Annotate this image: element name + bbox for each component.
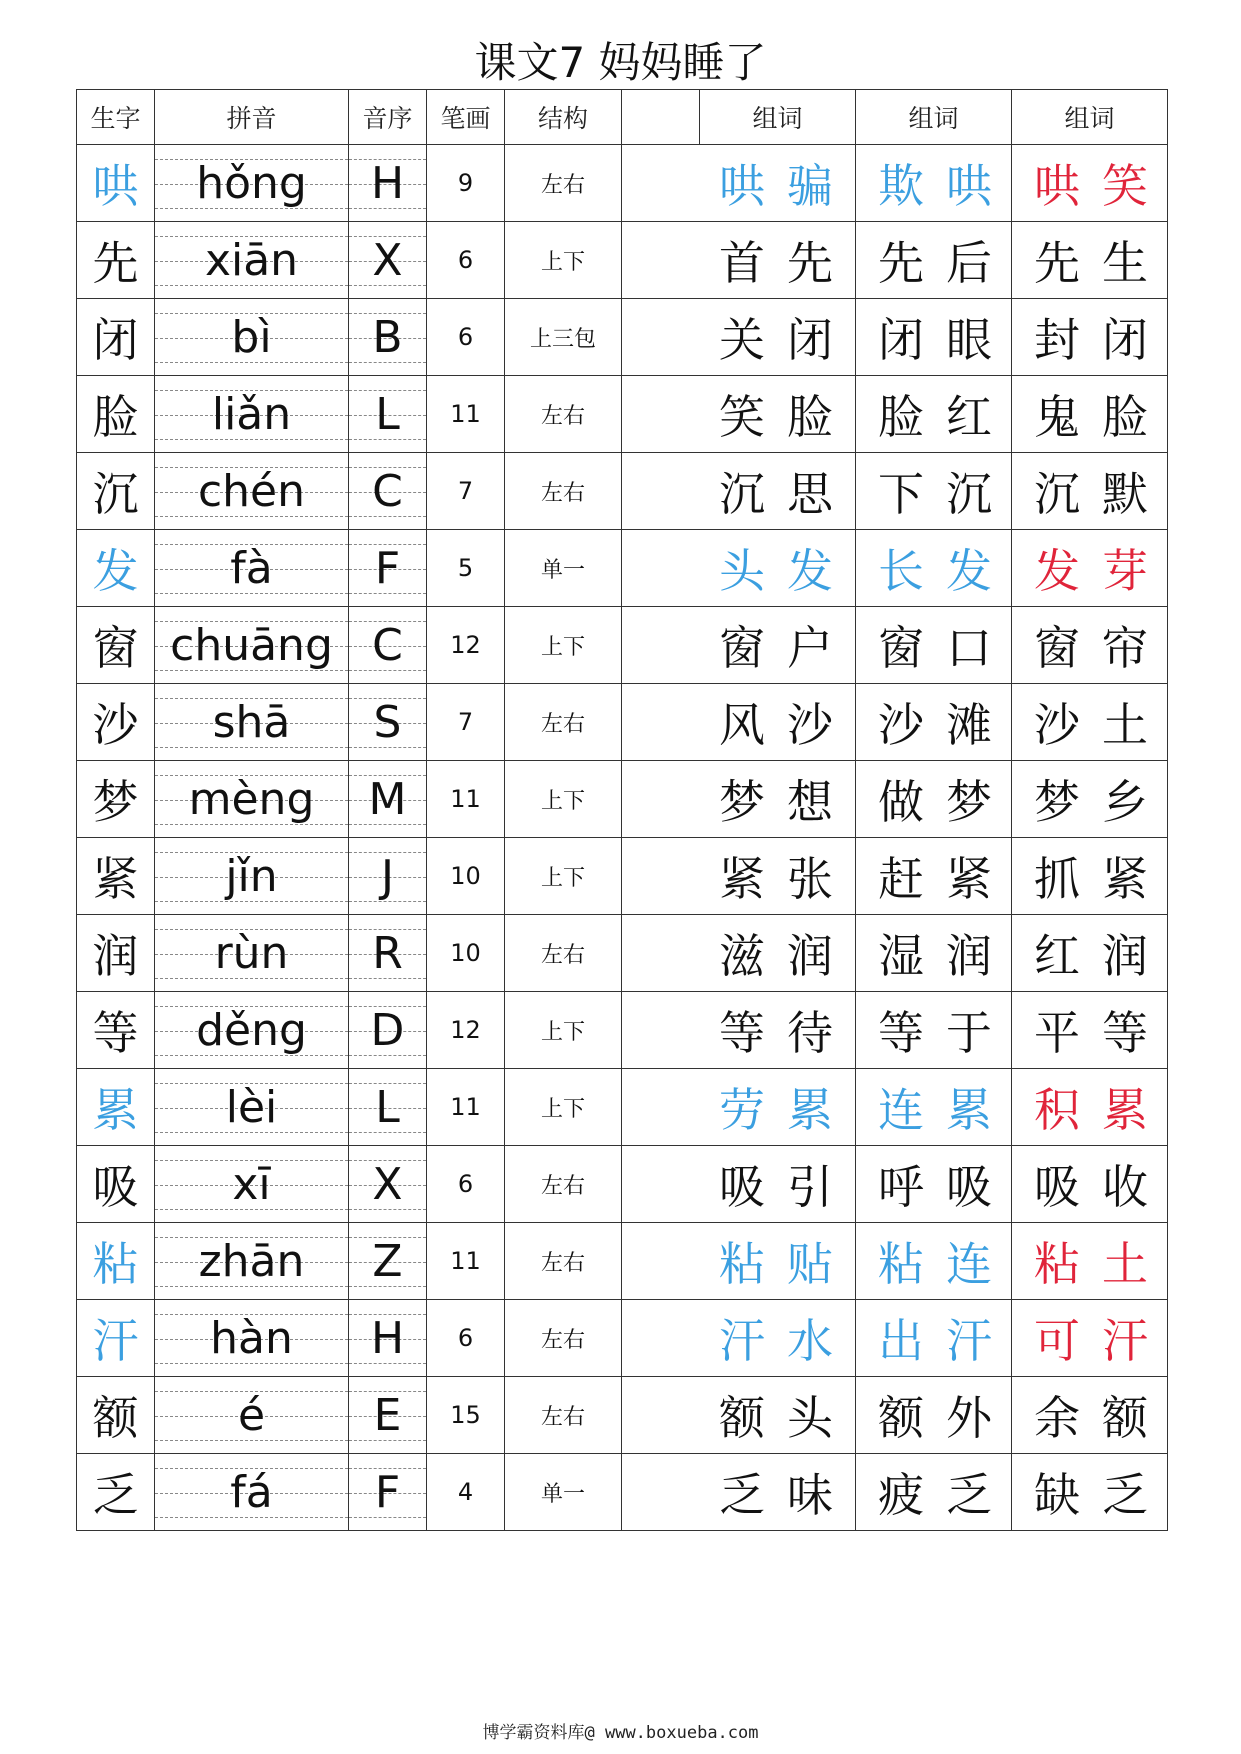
pinyin-cell (155, 299, 349, 376)
word-cell-3: 沙土 (1012, 684, 1168, 761)
character-cell: 等 (77, 992, 155, 1069)
table-row (77, 1069, 1168, 1146)
strokes-cell: 11 (427, 1069, 505, 1146)
word-cell-2: 出汗 (856, 1300, 1012, 1377)
header-pinyin: 拼音 (155, 90, 349, 145)
character-cell: 沙 (77, 684, 155, 761)
pinyin-cell (155, 761, 349, 838)
word-cell-2: 欺哄 (856, 145, 1012, 222)
letter-cell (349, 992, 427, 1069)
word-cell-1: 滋润 (622, 915, 856, 992)
header-structure: 结构 (505, 90, 622, 145)
table-row (77, 1223, 1168, 1300)
word-cell-1: 关闭 (622, 299, 856, 376)
letter-cell (349, 530, 427, 607)
letter-cell (349, 1223, 427, 1300)
structure-cell: 左右 (505, 684, 622, 761)
word-cell-1: 额头 (622, 1377, 856, 1454)
letter-text: D (370, 1004, 405, 1056)
character-cell: 吸 (77, 1146, 155, 1223)
structure-cell: 左右 (505, 376, 622, 453)
pinyin-cell (155, 684, 349, 761)
word-cell-2: 下沉 (856, 453, 1012, 530)
strokes-cell: 15 (427, 1377, 505, 1454)
pinyin-text: liǎn (211, 388, 292, 440)
letter-cell (349, 684, 427, 761)
word-cell-1: 乏味 (622, 1454, 856, 1531)
letter-cell (349, 1300, 427, 1377)
table-row (77, 915, 1168, 992)
header-words-1: 组词 (700, 90, 856, 145)
word-cell-2: 粘连 (856, 1223, 1012, 1300)
table-row (77, 1146, 1168, 1223)
letter-cell (349, 1069, 427, 1146)
word-cell-1: 汗水 (622, 1300, 856, 1377)
vocabulary-table (76, 89, 1168, 1531)
strokes-cell: 11 (427, 1223, 505, 1300)
word-cell-3: 抓紧 (1012, 838, 1168, 915)
structure-cell: 上下 (505, 1069, 622, 1146)
letter-cell (349, 145, 427, 222)
character-cell: 先 (77, 222, 155, 299)
pinyin-cell (155, 1146, 349, 1223)
letter-text: S (373, 696, 402, 748)
table-row (77, 530, 1168, 607)
character-cell: 闭 (77, 299, 155, 376)
pinyin-text: chén (197, 465, 306, 517)
letter-cell (349, 299, 427, 376)
word-cell-1: 头发 (622, 530, 856, 607)
letter-text: R (372, 927, 403, 979)
structure-cell: 上三包 (505, 299, 622, 376)
pinyin-text: rùn (214, 927, 289, 979)
word-cell-3: 封闭 (1012, 299, 1168, 376)
word-cell-3: 可汗 (1012, 1300, 1168, 1377)
word-cell-2: 沙滩 (856, 684, 1012, 761)
header-words-3: 组词 (1012, 90, 1168, 145)
letter-cell (349, 453, 427, 530)
letter-cell (349, 838, 427, 915)
pinyin-cell (155, 376, 349, 453)
table-row (77, 1454, 1168, 1531)
letter-cell (349, 222, 427, 299)
letter-cell (349, 1377, 427, 1454)
word-cell-2: 等于 (856, 992, 1012, 1069)
pinyin-text: chuāng (170, 619, 333, 671)
strokes-cell: 10 (427, 915, 505, 992)
character-cell: 额 (77, 1377, 155, 1454)
pinyin-text: fá (230, 1466, 273, 1518)
letter-cell (349, 607, 427, 684)
letter-cell (349, 376, 427, 453)
table-row (77, 222, 1168, 299)
pinyin-cell (155, 530, 349, 607)
table-body (77, 145, 1168, 1531)
header-blank (622, 90, 700, 145)
pinyin-text: jǐn (225, 850, 278, 902)
footer-credit: 博学霸资料库@ www.boxueba.com (482, 1723, 759, 1743)
strokes-cell: 5 (427, 530, 505, 607)
pinyin-cell (155, 607, 349, 684)
letter-cell (349, 1146, 427, 1223)
character-cell: 窗 (77, 607, 155, 684)
pinyin-text: shā (212, 696, 291, 748)
strokes-cell: 7 (427, 684, 505, 761)
structure-cell: 上下 (505, 607, 622, 684)
word-cell-1: 紧张 (622, 838, 856, 915)
table-row (77, 145, 1168, 222)
pinyin-cell (155, 915, 349, 992)
word-cell-1: 笑脸 (622, 376, 856, 453)
character-cell: 发 (77, 530, 155, 607)
word-cell-2: 闭眼 (856, 299, 1012, 376)
word-cell-2: 额外 (856, 1377, 1012, 1454)
word-cell-1: 窗户 (622, 607, 856, 684)
strokes-cell: 6 (427, 1300, 505, 1377)
word-cell-1: 哄骗 (622, 145, 856, 222)
character-cell: 脸 (77, 376, 155, 453)
word-cell-1: 首先 (622, 222, 856, 299)
character-cell: 汗 (77, 1300, 155, 1377)
pinyin-cell (155, 1223, 349, 1300)
pinyin-cell (155, 1300, 349, 1377)
letter-text: Z (372, 1235, 403, 1287)
word-cell-2: 呼吸 (856, 1146, 1012, 1223)
word-cell-3: 余额 (1012, 1377, 1168, 1454)
word-cell-3: 红润 (1012, 915, 1168, 992)
character-cell: 粘 (77, 1223, 155, 1300)
pinyin-cell (155, 992, 349, 1069)
structure-cell: 上下 (505, 222, 622, 299)
word-cell-3: 沉默 (1012, 453, 1168, 530)
word-cell-2: 长发 (856, 530, 1012, 607)
word-cell-3: 积累 (1012, 1069, 1168, 1146)
header-row (77, 90, 1168, 145)
pinyin-cell (155, 1069, 349, 1146)
header-strokes: 笔画 (427, 90, 505, 145)
word-cell-2: 先后 (856, 222, 1012, 299)
letter-cell (349, 915, 427, 992)
word-cell-1: 粘贴 (622, 1223, 856, 1300)
strokes-cell: 4 (427, 1454, 505, 1531)
structure-cell: 上下 (505, 838, 622, 915)
pinyin-text: mèng (188, 773, 315, 825)
letter-text: F (374, 1466, 401, 1518)
structure-cell: 左右 (505, 1300, 622, 1377)
pinyin-text: lèi (225, 1081, 278, 1133)
word-cell-3: 缺乏 (1012, 1454, 1168, 1531)
header-char: 生字 (77, 90, 155, 145)
word-cell-1: 风沙 (622, 684, 856, 761)
structure-cell: 单一 (505, 1454, 622, 1531)
pinyin-text: é (237, 1389, 266, 1441)
letter-text: X (372, 234, 403, 286)
letter-text: C (372, 465, 403, 517)
character-cell: 梦 (77, 761, 155, 838)
letter-text: H (370, 157, 405, 209)
character-cell: 润 (77, 915, 155, 992)
pinyin-text: bì (231, 311, 272, 363)
word-cell-1: 梦想 (622, 761, 856, 838)
strokes-cell: 7 (427, 453, 505, 530)
word-cell-2: 窗口 (856, 607, 1012, 684)
structure-cell: 左右 (505, 1146, 622, 1223)
pinyin-cell (155, 1454, 349, 1531)
letter-text: C (372, 619, 403, 671)
pinyin-cell (155, 838, 349, 915)
word-cell-1: 劳累 (622, 1069, 856, 1146)
pinyin-text: hàn (210, 1312, 293, 1364)
word-cell-1: 吸引 (622, 1146, 856, 1223)
table-row (77, 1377, 1168, 1454)
pinyin-text: xiān (204, 234, 299, 286)
header-letter: 音序 (349, 90, 427, 145)
table-row (77, 1300, 1168, 1377)
structure-cell: 单一 (505, 530, 622, 607)
strokes-cell: 12 (427, 607, 505, 684)
word-cell-2: 连累 (856, 1069, 1012, 1146)
structure-cell: 左右 (505, 145, 622, 222)
structure-cell: 左右 (505, 1223, 622, 1300)
word-cell-1: 等待 (622, 992, 856, 1069)
pinyin-text: zhān (198, 1235, 305, 1287)
character-cell: 沉 (77, 453, 155, 530)
strokes-cell: 11 (427, 761, 505, 838)
word-cell-1: 沉思 (622, 453, 856, 530)
strokes-cell: 6 (427, 1146, 505, 1223)
letter-text: B (372, 311, 403, 363)
letter-text: F (374, 542, 401, 594)
letter-cell (349, 1454, 427, 1531)
letter-text: M (368, 773, 407, 825)
letter-text: X (372, 1158, 403, 1210)
word-cell-3: 平等 (1012, 992, 1168, 1069)
strokes-cell: 10 (427, 838, 505, 915)
word-cell-2: 赶紧 (856, 838, 1012, 915)
structure-cell: 左右 (505, 453, 622, 530)
table-row (77, 761, 1168, 838)
pinyin-cell (155, 1377, 349, 1454)
word-cell-3: 哄笑 (1012, 145, 1168, 222)
table-row (77, 992, 1168, 1069)
strokes-cell: 9 (427, 145, 505, 222)
strokes-cell: 11 (427, 376, 505, 453)
word-cell-2: 疲乏 (856, 1454, 1012, 1531)
word-cell-3: 先生 (1012, 222, 1168, 299)
pinyin-cell (155, 222, 349, 299)
table-row (77, 838, 1168, 915)
letter-text: H (370, 1312, 405, 1364)
word-cell-3: 粘土 (1012, 1223, 1168, 1300)
word-cell-3: 吸收 (1012, 1146, 1168, 1223)
word-cell-3: 发芽 (1012, 530, 1168, 607)
pinyin-text: hǒng (196, 157, 307, 209)
word-cell-3: 窗帘 (1012, 607, 1168, 684)
word-cell-2: 脸红 (856, 376, 1012, 453)
letter-cell (349, 761, 427, 838)
structure-cell: 左右 (505, 1377, 622, 1454)
table-row (77, 684, 1168, 761)
letter-text: L (375, 1081, 400, 1133)
character-cell: 紧 (77, 838, 155, 915)
structure-cell: 上下 (505, 992, 622, 1069)
structure-cell: 上下 (505, 761, 622, 838)
word-cell-3: 鬼脸 (1012, 376, 1168, 453)
structure-cell: 左右 (505, 915, 622, 992)
character-cell: 哄 (77, 145, 155, 222)
character-cell: 累 (77, 1069, 155, 1146)
pinyin-cell (155, 453, 349, 530)
strokes-cell: 6 (427, 222, 505, 299)
pinyin-text: xī (232, 1158, 271, 1210)
pinyin-cell (155, 145, 349, 222)
letter-text: E (373, 1389, 402, 1441)
strokes-cell: 12 (427, 992, 505, 1069)
pinyin-text: fà (230, 542, 273, 594)
word-cell-2: 湿润 (856, 915, 1012, 992)
table-row (77, 453, 1168, 530)
letter-text: L (375, 388, 400, 440)
strokes-cell: 6 (427, 299, 505, 376)
word-cell-2: 做梦 (856, 761, 1012, 838)
header-words-2: 组词 (856, 90, 1012, 145)
table-row (77, 376, 1168, 453)
character-cell: 乏 (77, 1454, 155, 1531)
table-row (77, 299, 1168, 376)
page-title: 课文7 妈妈睡了 (474, 38, 767, 87)
word-cell-3: 梦乡 (1012, 761, 1168, 838)
pinyin-text: děng (196, 1004, 307, 1056)
table-row (77, 607, 1168, 684)
letter-text: J (381, 850, 394, 902)
